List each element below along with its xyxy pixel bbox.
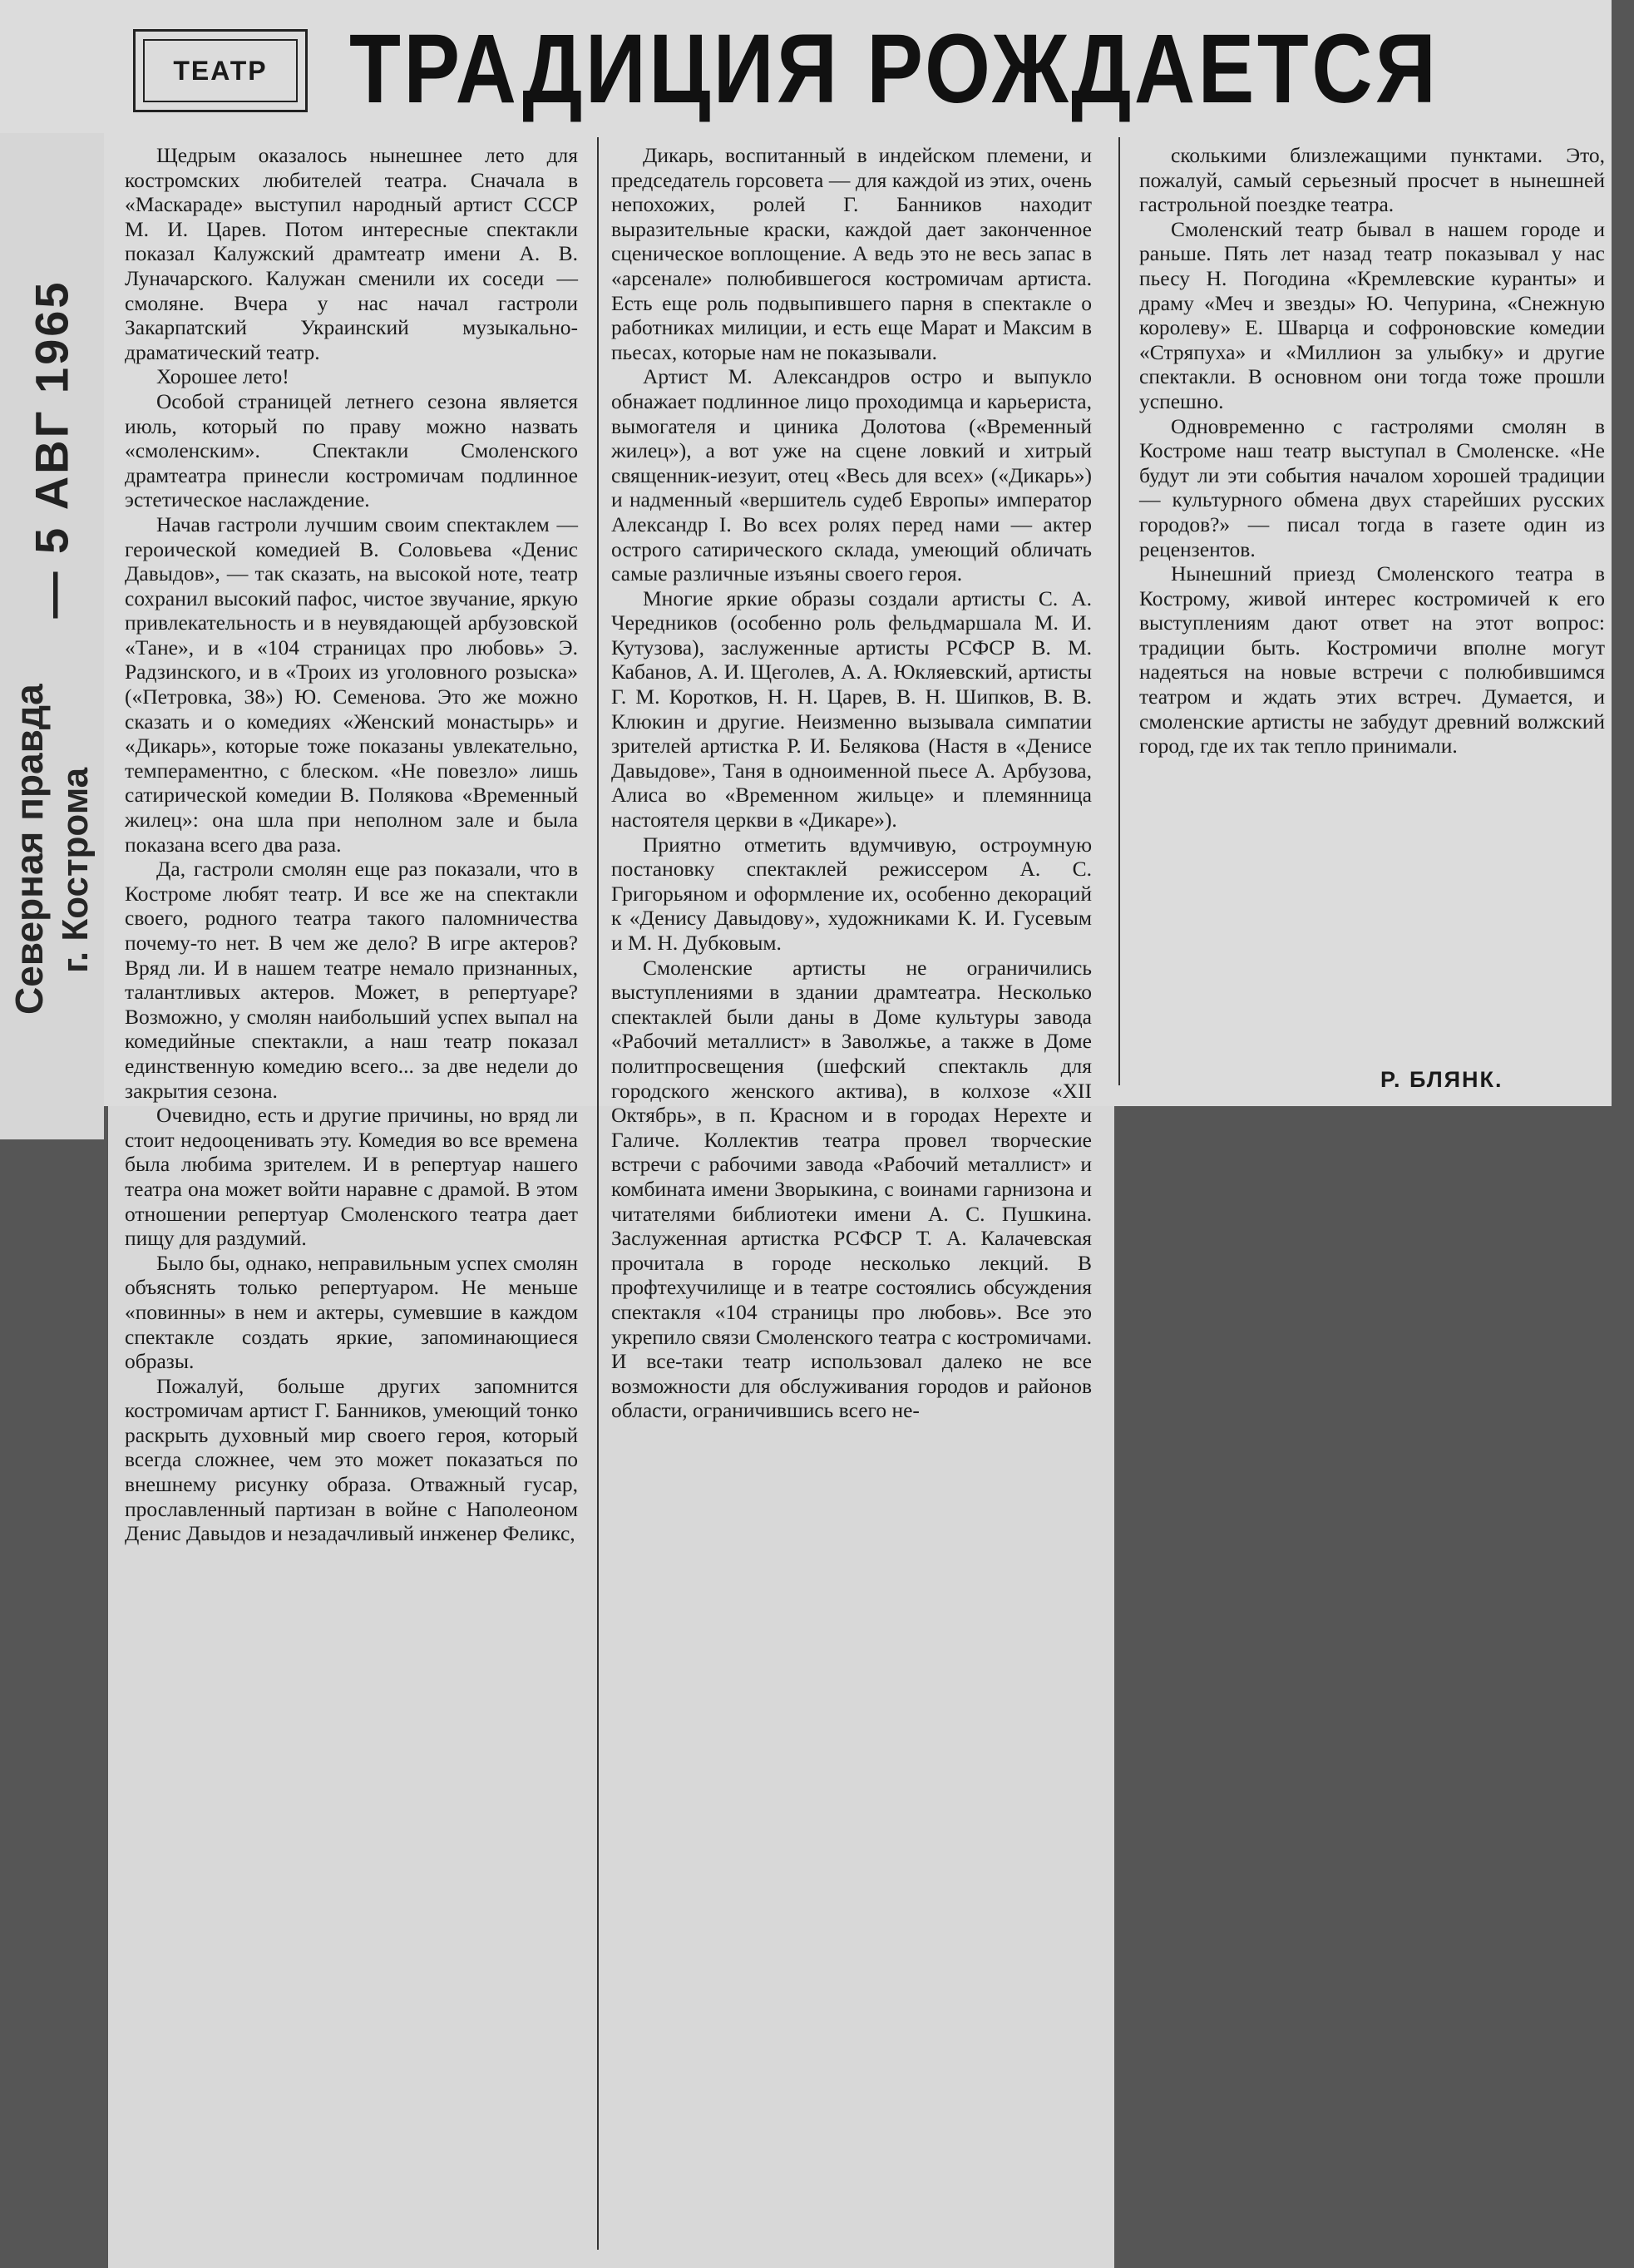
paragraph: сколькими близлежащими пунктами. Это, пожалуй, самый серьезный просчет в нынешней гастрольной поездке театра. — [1139, 143, 1605, 217]
rubric-label: ТЕАТР — [173, 55, 268, 86]
paragraph: Приятно отметить вдумчивую, остроумную постановку спектаклей режиссером А. С. Григорьяном и оформление их, особенно декораций к «Денису Давыдову», художниками К. И. Гусевым и М. Н. Дубковым. — [611, 832, 1092, 955]
rubric-box — [133, 29, 308, 112]
article-column-2 — [611, 143, 1092, 1423]
article-column-1 — [125, 143, 578, 1546]
paragraph: Смоленский театр бывал в нашем городе и раньше. Пять лет назад театр показывал у нас пьесу Н. Погодина «Кремлевские куранты» и драму «Меч и звезды» Ю. Чепурина, «Снежную королеву» Е. Шварца и софроновские комедии «Стряпуха» и «Миллион за улыбку» и другие спектакли. В основном они тогда тоже прошли успешно. — [1139, 216, 1605, 413]
article-column-3 — [1139, 143, 1605, 758]
paragraph: Особой страницей летнего сезона является июль, который по праву можно назвать «смоленским». Спектакли Смоленского драмтеатра принесли костромичам подлинное эстетическое наслаждение. — [125, 388, 578, 512]
paragraph: Было бы, однако, неправильным успех смолян объяснять только репертуаром. Не меньше «повинны» в нем и актеры, сумевшие в каждом спектакле создать яркие, запоминающиеся образы. — [125, 1250, 578, 1374]
article-headline: ТРАДИЦИЯ РОЖДАЕТСЯ — [349, 14, 1439, 124]
paragraph: Хорошее лето! — [156, 364, 289, 389]
paragraph: Одновременно с гастролями смолян в Костроме наш театр выступал в Смоленске. «Не будут ли эти события началом хорошей традиции — культурного обмена двух старейших русских городов?» — писал тогда в газете один из рецензентов. — [1139, 413, 1605, 561]
author-signature: Р. БЛЯНК. — [1380, 1067, 1503, 1092]
paragraph: Щедрым оказалось нынешнее лето для костромских любителей театра. Сначала в «Маскараде» выступил народный артист СССР М. И. Царев. Потом интересные спектакли показал Калужский драмтеатр имени А. В. Луначарского. Калужан сменили их соседи — смоляне. Вчера у нас начал гастроли Закарпатский Украинский музыкально-драматический театр. — [125, 143, 578, 364]
source-annotation — [7, 649, 98, 1015]
date-stamp — [18, 254, 85, 645]
source-city: г. Кострома — [55, 767, 96, 973]
source-newspaper: Северная правда — [7, 684, 51, 1015]
paragraph: Артист М. Александров остро и выпукло обнажает подлинное лицо проходимца и карьериста, вымогателя и циника Долотова («Временный жилец»), а вот уже на сцене ловкий и хитрый священник-иезуит, отец «Весь для всех» («Дикарь») и надменный «вершитель судеб Европы» император Александр I. Во всех ролях перед нами — актер острого сатирического склада, умеющий обличать самые различные изъяны своего героя. — [611, 364, 1092, 586]
paragraph: Начав гастроли лучшим своим спектаклем — героической комедией В. Соловьева «Денис Давыдов», — так сказать, на высокой ноте, театр сохранил высокий пафос, чистое звучание, яркую привлекательность и в неувядающей арбузовской «Тане», и в «104 страницах про любовь» Э. Радзинского, и в «Троих из уголовного розыска» («Петровка, 38») Ю. Семенова. Это же можно сказать и о комедиях «Женский монастырь» и «Дикарь», которые тоже показаны увлекательно, темпераментно, с блеском. «Не повезло» лишь сатирической комедии В. Полякова «Временный жилец»: она шла при неполном зале и была показана всего два раза. — [125, 511, 578, 857]
paragraph: Пожалуй, больше других запомнится костромичам артист Г. Банников, умеющий тонко раскрыть духовный мир своего героя, который всегда сложнее, чем это может показаться по внешнему рисунку образа. Отважный гусар, прославленный партизан в войне с Наполеоном Денис Давыдов и незадачливый инженер Феликс, — [125, 1373, 578, 1546]
rubric-inner-frame — [143, 39, 298, 102]
paragraph: Нынешний приезд Смоленского театра в Кострому, живой интерес костромичей к его выступлениям дают ответ на этот вопрос: традиции быть. Костромичи вполне могут надеяться на новые встречи с полюбившимся театром и ждать этих встреч. Думается, и смоленские артисты не забудут древний волжский город, где их так тепло принимали. — [1139, 561, 1605, 758]
paragraph: Очевидно, есть и другие причины, но вряд ли стоит недооценивать эту. Комедия во все времена была любима зрителем. И в репертуар нашего театра она может войти наравне с драмой. В этом отношении репертуар Смоленского театра дает пищу для раздумий. — [125, 1103, 578, 1251]
paragraph: Да, гастроли смолян еще раз показали, что в Костроме любят театр. И все же на спектакли своего, родного театра такого паломничества почему-то нет. В чем же дело? В игре актеров? Вряд ли. И в нашем театре немало признанных, талантливых актеров. Может, в репертуаре? Возможно, у смолян наибольший успех выпал на комедийные спектакли, а наш театр показал единственную комедию всего... за две недели до закрытия сезона. — [125, 857, 578, 1103]
date-stamp-text: — 5 АВГ 1965 — [25, 279, 78, 619]
paragraph: Дикарь, воспитанный в индейском племени, и председатель горсовета — для каждой из этих, очень непохожих, ролей Г. Банников находит выразительные краски, каждой дает законченное сценическое воплощение. А ведь это не весь запас в «арсенале» полюбившегося костромичам артиста. Есть еще роль подвыпившего парня в спектакле о работниках милиции, и есть еще Марат и Максим в пьесах, которые нам не показывали. — [611, 143, 1092, 364]
paragraph: Многие яркие образы создали артисты С. А. Чередников (особенно роль фельдмаршала М. И. Кутузова), заслуженные артисты РСФСР В. М. Кабанов, А. И. Щеголев, А. А. Юкляевский, артисты Г. М. Коротков, Н. Н. Царев, В. Н. Шипков, В. В. Клюкин и другие. Неизменно вызывала симпатии зрителей артистка Р. И. Белякова (Настя в «Денисе Давыдове», Таня в одноименной пьесе А. Арбузова, Алиса во «Временном жильце» и племянница настоятеля церкви в «Дикаре»). — [611, 586, 1092, 833]
column-rule — [1118, 137, 1120, 1085]
paragraph: Смоленские артисты не ограничились выступлениями в здании драмтеатра. Несколько спектаклей были даны в Доме культуры завода «Рабочий металлист» в Заволжье, а также в Доме политпросвещения (шефский спектакль для городского женского актива), в колхозе «XII Октябрь», в п. Красном и в городах Нерехте и Галиче. Коллектив театра провел творческие встречи с рабочими завода «Рабочий металлист» и комбината имени Зворыкина, с воинами гарнизона и читателями библиотеки имени А. С. Пушкина. Заслуженная артистка РСФСР Т. А. Калачевская прочитала в городе несколько лекций. В профтехучилище и в театре состоялись обсуждения спектакля «104 страницы про любовь». Все это укрепило связи Смоленского театра с костромичами. И все-таки театр использовал далеко не все возможности для обслуживания городов и районов области, ограничившись всего не- — [611, 955, 1092, 1423]
column-rule — [597, 137, 599, 2250]
